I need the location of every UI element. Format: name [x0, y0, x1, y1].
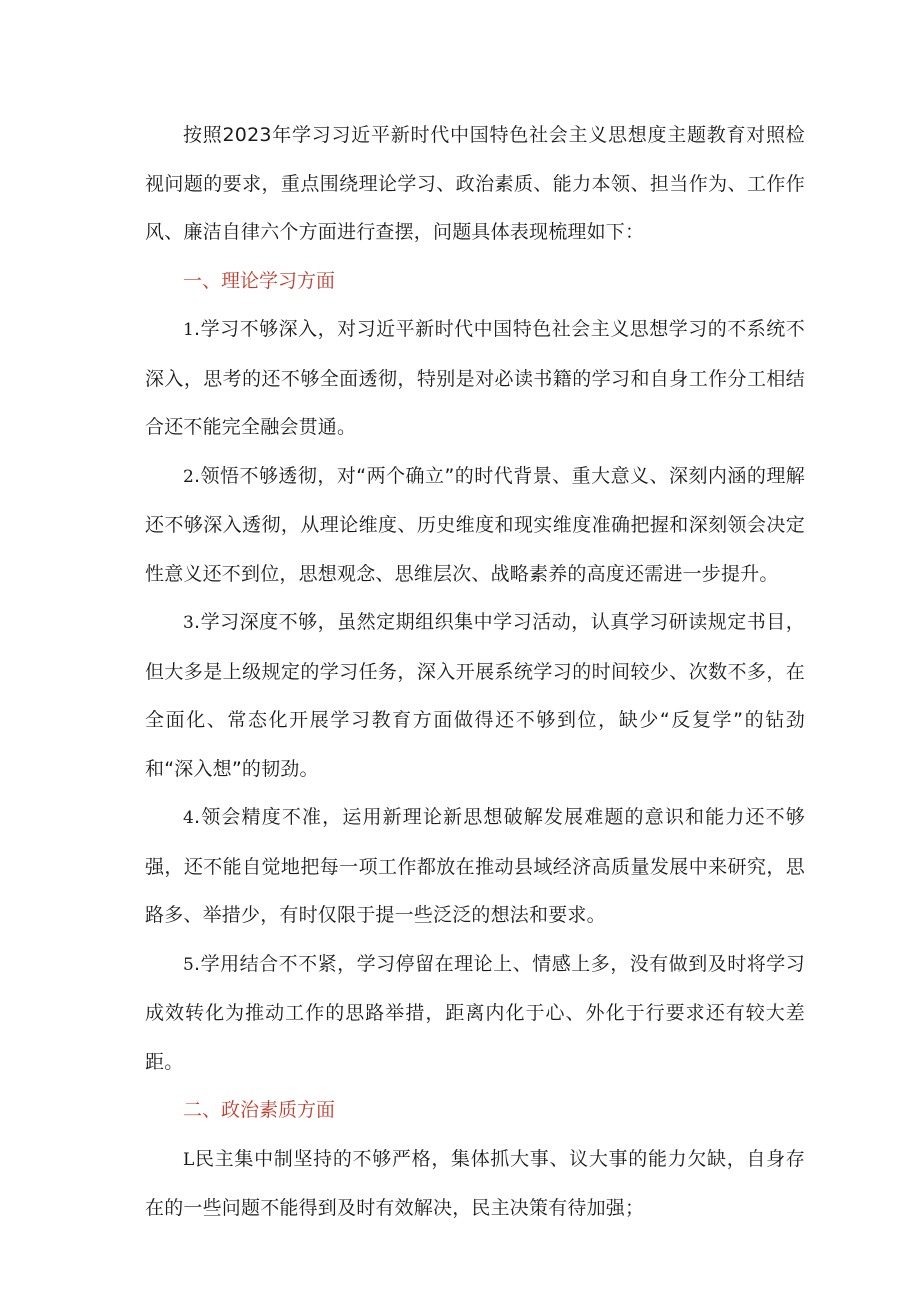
- item-text: 民主集中制坚持的不够严格，集体抓大事、议大事的能力欠缺，自身存在的一些问题不能得到及时有效解决，民主决策有待加强；: [145, 1147, 805, 1219]
- item-number: 1: [183, 320, 195, 340]
- list-item: [145, 793, 805, 940]
- item-number: 4: [183, 808, 195, 828]
- list-item: [145, 305, 805, 452]
- item-text: .学习不够深入，对习近平新时代中国特色社会主义思想学习的不系统不深入，思考的还不够全面透彻，特别是对必读书籍的学习和自身工作分工相结合还不能完全融会贯通。: [145, 318, 805, 438]
- item-number: 2: [183, 466, 195, 487]
- item-text: .领悟不够透彻，对“两个确立”的时代背景、重大意义、深刻内涵的理解还不够深入透彻，从理论维度、历史维度和现实维度准确把握和深刻领会决定性意义还不到位，思想观念、思维层次、战略素养的高度还需进一步提升。: [145, 464, 805, 585]
- section-heading-theory-study: 一、理论学习方面: [183, 269, 336, 292]
- list-item: [145, 1135, 805, 1233]
- document-page: [145, 111, 805, 1233]
- item-text: .学习深度不够，虽然定期组织集中学习活动，认真学习研读规定书目，但大多是上级规定的学习任务，深入开展系统学习的时间较少、次数不多，在全面化、常态化开展学习教育方面做得还不够到位，缺少“反复学”的钻劲和“深入想”的韧劲。: [145, 611, 805, 780]
- item-number: 3: [183, 613, 195, 633]
- item-text: .学用结合不不紧，学习停留在理论上、情感上多，没有做到及时将学习成效转化为推动工作的思路举措，距离内化于心、外化于行要求还有较大差距。: [145, 952, 805, 1073]
- list-item: [145, 940, 805, 1087]
- section-heading-political-quality: 二、政治素质方面: [183, 1099, 336, 1121]
- item-number: L: [183, 1149, 195, 1170]
- list-item: [145, 598, 805, 793]
- list-item: [145, 452, 805, 599]
- item-number: 5: [183, 954, 195, 975]
- item-text: .领会精度不准，运用新理论新思想破解发展难题的意识和能力还不够强，还不能自觉地把每一项工作都放在推动县域经济高质量发展中来研究，思路多、举措少，有时仅限于提一些泛泛的想法和要求。: [145, 806, 805, 926]
- intro-paragraph: 按照2023年学习习近平新时代中国特色社会主义思想度主题教育对照检视问题的要求，重点围绕理论学习、政治素质、能力本领、担当作为、工作作风、廉洁自律六个方面进行查摆，问题具体表现梳理如下：: [145, 124, 805, 243]
